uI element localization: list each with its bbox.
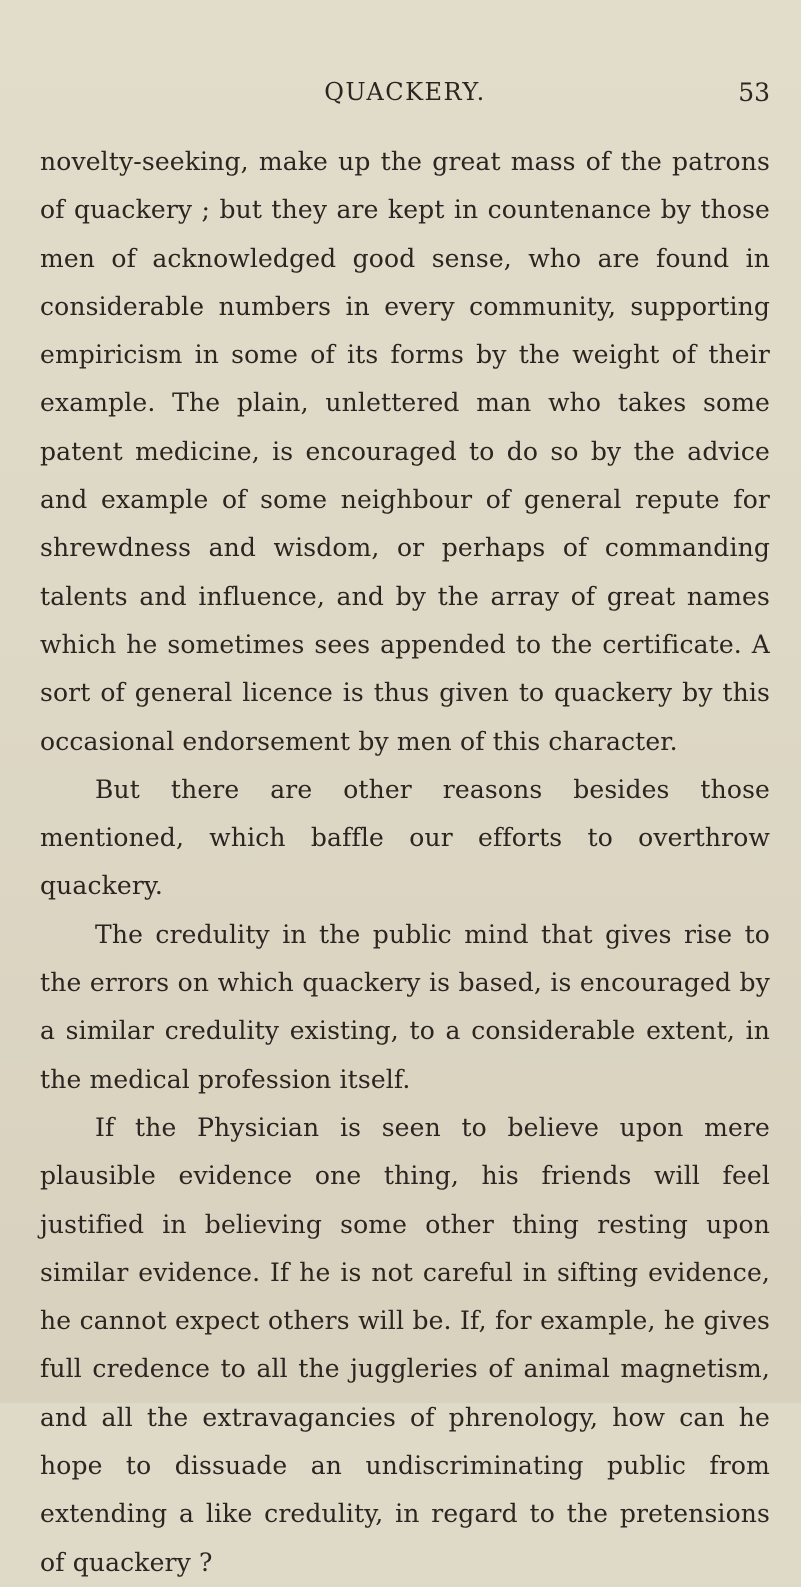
page-number: 53: [738, 78, 770, 107]
body-text: [40, 138, 770, 1587]
paragraph-2: But there are other reasons besides those mentioned, which baffle our efforts to overthrow quackery.: [40, 774, 770, 901]
running-head: [40, 78, 770, 112]
paragraph-4: If the Physician is seen to believe upon mere plausible evidence one thing, his friends will feel justified in believing some other thing resting upon similar evidence. If he is not careful in sifting evidence, he cannot expect others will be. If, for example, he gives full credence to all the juggleries of animal magnetism, and all the extravagancies of phrenology, how can he hope to dissuade an undiscriminating public from extending a like credulity, in regard to the pretensions of quackery ?: [40, 1112, 770, 1577]
running-title: QUACKERY.: [324, 78, 486, 106]
paragraph-1: novelty-seeking, make up the great mass of the patrons of quackery ; but they are kept in countenance by those men of acknowledged good sense, who are found in considerable numbers in every community, supporting empiricism in some of its forms by the weight of their example. The plain, unlettered man who takes some patent medicine, is encouraged to do so by the advice and example of some neighbour of general repute for shrewdness and wisdom, or perhaps of commanding talents and influence, and by the array of great names which he sometimes sees appended to the certificate. A sort of general licence is thus given to quackery by this occasional endorsement by men of this character.: [40, 147, 770, 756]
paragraph-3: The credulity in the public mind that gives rise to the errors on which quackery is based, is encouraged by a similar credulity existing, to a considerable extent, in the medical profession itself.: [40, 919, 770, 1094]
